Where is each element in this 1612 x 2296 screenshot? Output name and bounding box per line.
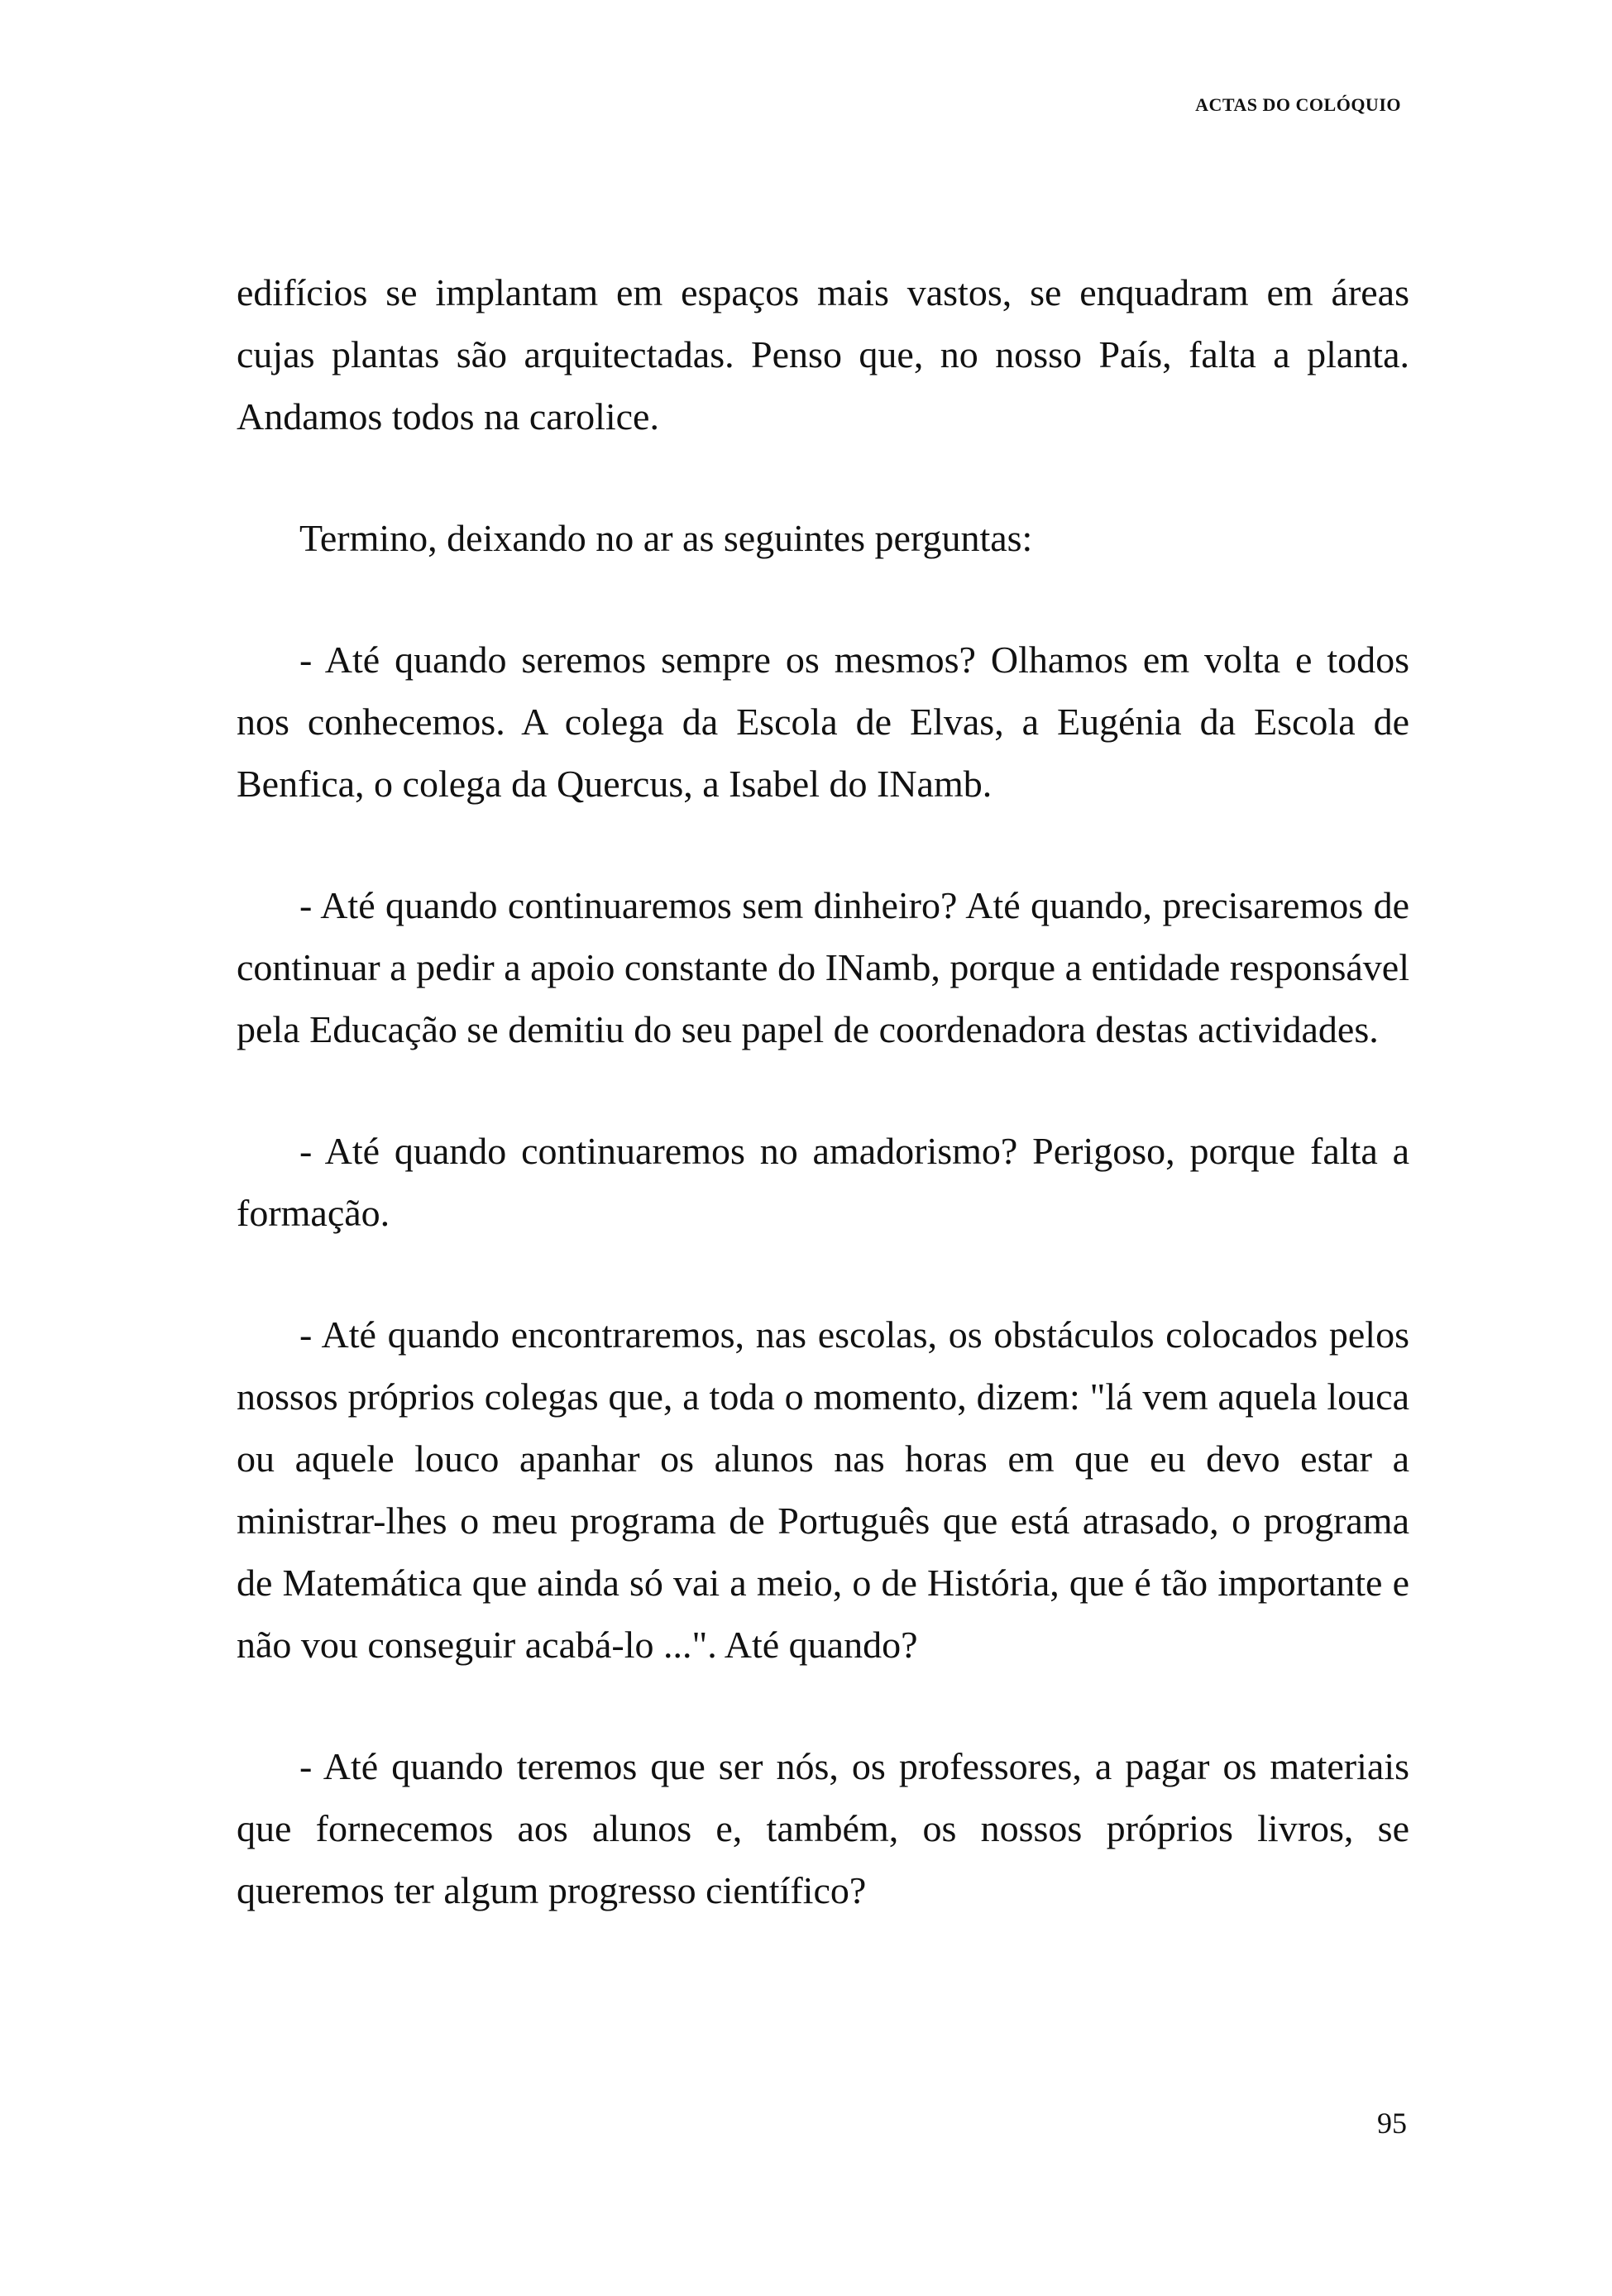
paragraph: edifícios se implantam em espaços mais vastos, se enquadram em áreas cujas plantas são arquitectadas. Penso que, no nosso País, falta a planta. Andamos todos na carolice.	[237, 271, 1409, 438]
paragraph: Termino, deixando no ar as seguintes perguntas:	[299, 517, 1033, 559]
running-header: ACTAS DO COLÓQUIO	[1195, 94, 1401, 115]
paragraph: - Até quando continuaremos sem dinheiro? Até quando, precisaremos de continuar a pedir a apoio constante do INamb, porque a entidade responsável pela Educação se demitiu do seu papel de coordenadora destas actividades.	[237, 884, 1409, 1050]
paragraph: - Até quando teremos que ser nós, os professores, a pagar os materiais que fornecemos aos alunos e, também, os nossos próprios livros, se queremos ter algum progresso científico?	[237, 1745, 1409, 1911]
paragraph: - Até quando encontraremos, nas escolas, os obstáculos colocados pelos nossos próprios colegas que, a toda o momento, dizem: "lá vem aquela louca ou aquele louco apanhar os alunos nas horas em que eu devo estar a ministrar-lhes o meu programa de Português que está atrasado, o programa de Matemática que ainda só vai a meio, o de História, que é tão importante e não vou conseguir acabá-lo ...". Até quando?	[237, 1313, 1409, 1666]
paragraph: - Até quando continuaremos no amadorismo? Perigoso, porque falta a formação.	[237, 1130, 1409, 1234]
paragraph: - Até quando seremos sempre os mesmos? Olhamos em volta e todos nos conhecemos. A colega da Escola de Elvas, a Eugénia da Escola de Benfica, o colega da Quercus, a Isabel do INamb.	[237, 639, 1409, 805]
page-number: 95	[1377, 2107, 1407, 2140]
body-text	[237, 261, 1409, 1981]
